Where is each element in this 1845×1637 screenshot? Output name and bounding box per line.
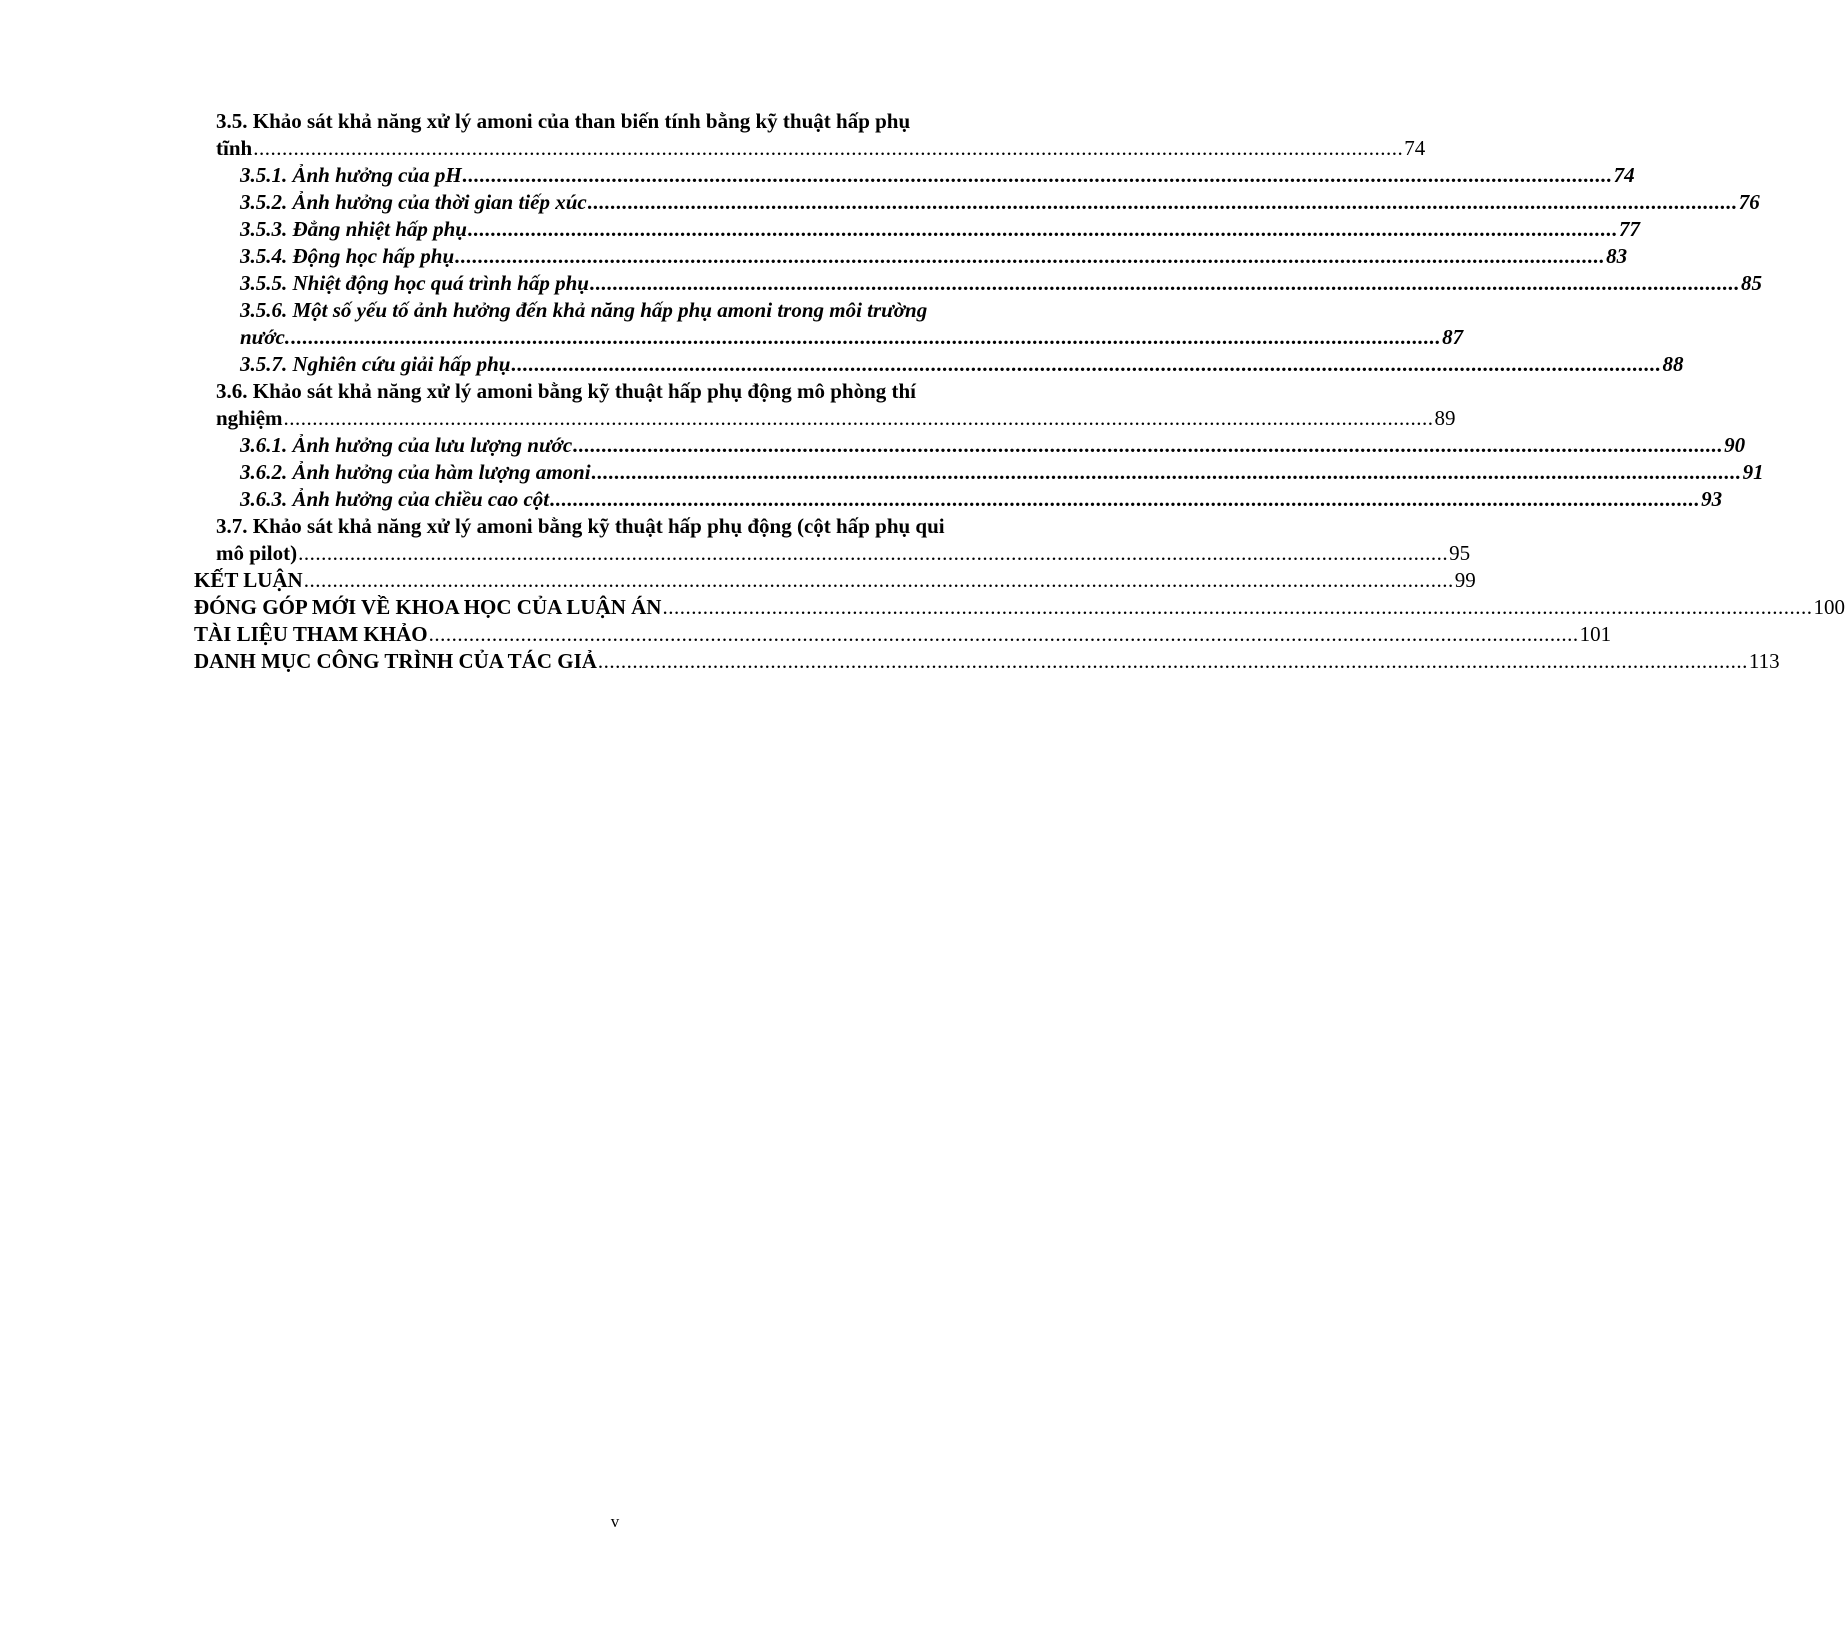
page-footer-number: v bbox=[610, 1512, 620, 1531]
toc-entry-3-5-6[interactable] bbox=[240, 297, 1464, 351]
page-number: 90 bbox=[1724, 433, 1746, 457]
toc-entry-3-6-2[interactable] bbox=[240, 459, 1764, 486]
toc-entry-title: 3.6.2. Ảnh hưởng của hàm lượng amoni bbox=[240, 460, 591, 484]
page-number: 85 bbox=[1740, 271, 1762, 295]
toc-entry-title: 3.5.6. Một số yếu tố ảnh hưởng đến khả năng hấp phụ amoni trong môi trường bbox=[240, 298, 928, 322]
page-number: 74 bbox=[1613, 163, 1635, 187]
toc-entry-3-7[interactable] bbox=[216, 513, 1471, 567]
page-number: 101 bbox=[1579, 622, 1612, 646]
dot-leader: ........................................................................................................................................................................................................ bbox=[573, 433, 1724, 457]
dot-leader: ........................................................................................................................................................................................................ bbox=[462, 163, 1613, 187]
toc-entry-3-5-2[interactable] bbox=[240, 189, 1760, 216]
toc-entry-title: 3.6.3. Ảnh hưởng của chiều cao cột bbox=[240, 487, 550, 511]
toc-entry-3-5-3[interactable] bbox=[240, 216, 1640, 243]
toc-entry-3-6-3[interactable] bbox=[240, 486, 1723, 513]
toc-entry-tai-lieu[interactable] bbox=[194, 621, 1612, 648]
dot-leader: ........................................................................................................................................................................................................ bbox=[455, 244, 1606, 268]
dot-leader: ........................................................................................................................................................................................................ bbox=[291, 325, 1442, 349]
page-number: 100 bbox=[1813, 595, 1845, 619]
toc-entry-title: 3.6.1. Ảnh hưởng của lưu lượng nước bbox=[240, 433, 573, 457]
toc-entry-title: TÀI LIỆU THAM KHẢO bbox=[194, 622, 428, 646]
page-number: 95 bbox=[1449, 541, 1471, 565]
toc-entry-title-cont: nước. bbox=[240, 325, 291, 349]
dot-leader: ........................................................................................................................................................................................................ bbox=[589, 271, 1740, 295]
page-number: 88 bbox=[1662, 352, 1684, 376]
dot-leader: ........................................................................................................................................................................................................ bbox=[587, 190, 1738, 214]
page-number: 77 bbox=[1618, 217, 1640, 241]
page-number: 83 bbox=[1606, 244, 1628, 268]
page-number: 91 bbox=[1742, 460, 1764, 484]
toc-entry-danh-muc[interactable] bbox=[194, 648, 1780, 675]
table-of-contents bbox=[0, 108, 1845, 675]
toc-entry-title: DANH MỤC CÔNG TRÌNH CỦA TÁC GIẢ bbox=[194, 649, 597, 673]
toc-entry-title: 3.5.4. Động học hấp phụ bbox=[240, 244, 455, 268]
toc-entry-title: 3.5. Khảo sát khả năng xử lý amoni của than biến tính bằng kỹ thuật hấp phụ bbox=[216, 109, 911, 133]
dot-leader: ........................................................................................................................................................................................................ bbox=[428, 622, 1579, 646]
toc-entry-title: 3.7. Khảo sát khả năng xử lý amoni bằng kỹ thuật hấp phụ động (cột hấp phụ qui bbox=[216, 514, 945, 538]
toc-entry-ket-luan[interactable] bbox=[194, 567, 1476, 594]
page-number: 93 bbox=[1701, 487, 1723, 511]
dot-leader: ........................................................................................................................................................................................................ bbox=[283, 406, 1434, 430]
dot-leader: ........................................................................................................................................................................................................ bbox=[298, 541, 1449, 565]
page-number: 99 bbox=[1454, 568, 1476, 592]
dot-leader: ........................................................................................................................................................................................................ bbox=[511, 352, 1662, 376]
toc-entry-3-5-1[interactable] bbox=[240, 162, 1635, 189]
page-number: 89 bbox=[1434, 406, 1456, 430]
page-number: 113 bbox=[1748, 649, 1780, 673]
toc-entry-title: KẾT LUẬN bbox=[194, 568, 303, 592]
toc-entry-title: 3.5.5. Nhiệt động học quá trình hấp phụ bbox=[240, 271, 589, 295]
page-number: 76 bbox=[1738, 190, 1760, 214]
dot-leader: ........................................................................................................................................................................................................ bbox=[662, 595, 1813, 619]
toc-entry-3-5-5[interactable] bbox=[240, 270, 1762, 297]
dot-leader: ........................................................................................................................................................................................................ bbox=[597, 649, 1748, 673]
toc-entry-title: 3.6. Khảo sát khả năng xử lý amoni bằng kỹ thuật hấp phụ động mô phòng thí bbox=[216, 379, 917, 403]
toc-entry-title: ĐÓNG GÓP MỚI VỀ KHOA HỌC CỦA LUẬN ÁN bbox=[194, 595, 662, 619]
page-number: 74 bbox=[1404, 136, 1426, 160]
toc-entry-3-6-1[interactable] bbox=[240, 432, 1746, 459]
toc-entry-dong-gop[interactable] bbox=[194, 594, 1845, 621]
dot-leader: ........................................................................................................................................................................................................ bbox=[591, 460, 1742, 484]
dot-leader: ........................................................................................................................................................................................................ bbox=[253, 136, 1404, 160]
dot-leader: ........................................................................................................................................................................................................ bbox=[303, 568, 1454, 592]
toc-entry-3-5-4[interactable] bbox=[240, 243, 1628, 270]
toc-entry-3-5-7[interactable] bbox=[240, 351, 1684, 378]
toc-entry-title: 3.5.7. Nghiên cứu giải hấp phụ bbox=[240, 352, 511, 376]
toc-entry-title: 3.5.3. Đẳng nhiệt hấp phụ bbox=[240, 217, 467, 241]
toc-entry-title-cont: tĩnh bbox=[216, 136, 253, 160]
toc-entry-title: 3.5.2. Ảnh hưởng của thời gian tiếp xúc bbox=[240, 190, 587, 214]
toc-entry-3-6[interactable] bbox=[216, 378, 1456, 432]
toc-entry-title: 3.5.1. Ảnh hưởng của pH bbox=[240, 163, 462, 187]
page-number: 87 bbox=[1442, 325, 1464, 349]
dot-leader: ........................................................................................................................................................................................................ bbox=[550, 487, 1701, 511]
dot-leader: ........................................................................................................................................................................................................ bbox=[467, 217, 1618, 241]
toc-entry-title-cont: nghiệm bbox=[216, 406, 283, 430]
toc-entry-3-5[interactable] bbox=[216, 108, 1426, 162]
toc-entry-title-cont: mô pilot) bbox=[216, 541, 298, 565]
